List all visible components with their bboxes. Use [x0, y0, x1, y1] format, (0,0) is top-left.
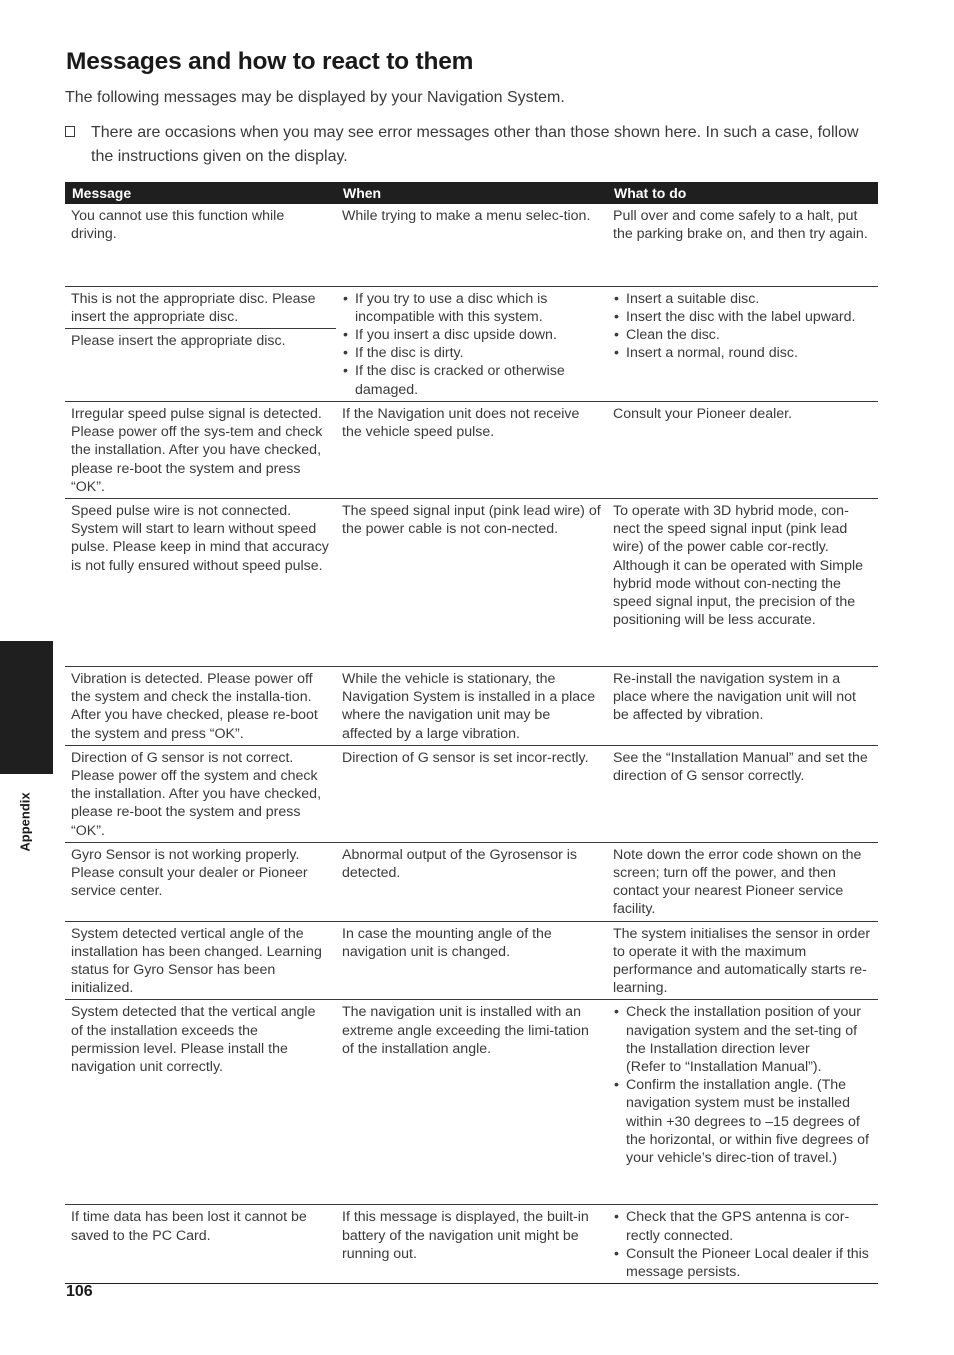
cell-message: Irregular speed pulse signal is detected. Please power off the sys-tem and check the installation. After you have checked, please re-boot the system and press “OK”.: [65, 401, 336, 498]
cell-when: Direction of G sensor is set incor-rectly.: [336, 745, 607, 842]
note: [65, 121, 865, 169]
cell-what-to-do: Consult your Pioneer dealer.: [607, 401, 878, 498]
list-item: • Confirm the installation angle. (The navigation system must be installed within +30 degrees to –15 degrees of the horizontal, or within five degrees of your vehicle’s direc-tion of travel.): [613, 1076, 872, 1167]
cell-what-to-do: [607, 1205, 878, 1284]
cell-message: This is not the appropriate disc. Please insert the appropriate disc.: [65, 286, 336, 328]
page-number: 106: [66, 1283, 93, 1300]
cell-message: System detected vertical angle of the installation has been changed. Learning status for Gyro Sensor has been initialized.: [65, 921, 336, 1000]
table-row: [65, 286, 878, 328]
cell-message: If time data has been lost it cannot be saved to the PC Card.: [65, 1205, 336, 1284]
list-item: • Check that the GPS antenna is cor-rectly connected.: [613, 1208, 872, 1244]
list-item: • If the disc is dirty.: [342, 344, 601, 362]
paragraph: To operate with 3D hybrid mode, con-nect the speed signal input (pink lead wire) of the power cable cor-rectly.: [613, 502, 849, 556]
list-item: • If you insert a disc upside down.: [342, 326, 601, 344]
cell-when: While trying to make a menu selec-tion.: [336, 204, 607, 286]
checkbox-bullet-icon: [65, 126, 75, 137]
when-list: [342, 290, 601, 399]
cell-message: Gyro Sensor is not working properly. Please consult your dealer or Pioneer service center.: [65, 842, 336, 921]
table-row: [65, 745, 878, 842]
cell-what-to-do: Re-install the navigation system in a place where the navigation unit will not be affected by vibration.: [607, 666, 878, 745]
cell-when: Abnormal output of the Gyrosensor is detected.: [336, 842, 607, 921]
cell-when: In case the mounting angle of the navigation unit is changed.: [336, 921, 607, 1000]
cell-what-to-do: The system initialises the sensor in order to operate it with the maximum performance and automatically starts re-learning.: [607, 921, 878, 1000]
page-title: Messages and how to react to them: [66, 48, 474, 75]
table-row: [65, 401, 878, 498]
list-item-reference: (Refer to “Installation Manual”).: [626, 1058, 822, 1075]
paragraph: Although it can be operated with Simple hybrid mode without con-necting the speed signal input, the precision of the positioning will be less accurate.: [613, 557, 864, 629]
list-item: • Consult the Pioneer Local dealer if this message persists.: [613, 1245, 872, 1281]
cell-what-to-do: See the “Installation Manual” and set the direction of G sensor correctly.: [607, 745, 878, 842]
cell-what-to-do: Note down the error code shown on the screen; turn off the power, and then contact your nearest Pioneer service facility.: [607, 842, 878, 921]
table-row: [65, 666, 878, 745]
cell-message: Vibration is detected. Please power off the system and check the installa-tion. After you have checked, please re-boot the system and press “OK”.: [65, 666, 336, 745]
header-message: Message: [65, 182, 336, 204]
cell-what-to-do: [607, 286, 878, 401]
cell-message: System detected that the vertical angle of the installation exceeds the permission level. Please install the navigation unit correctly.: [65, 1000, 336, 1205]
header-when: When: [336, 182, 607, 204]
cell-when: The navigation unit is installed with an extreme angle exceeding the limi-tation of the installation angle.: [336, 1000, 607, 1205]
intro-text: The following messages may be displayed by your Navigation System.: [65, 89, 565, 106]
cell-when: While the vehicle is stationary, the Navigation System is installed in a place where the navigation unit may be affected by a large vibration.: [336, 666, 607, 745]
cell-when: If this message is displayed, the built-in battery of the navigation unit might be running out.: [336, 1205, 607, 1284]
list-item: • If the disc is cracked or otherwise damaged.: [342, 362, 601, 398]
note-text: There are occasions when you may see error messages other than those shown here. In such a case, follow the instructions given on the display.: [91, 124, 859, 165]
todo-list: [613, 1003, 872, 1167]
table-row: [65, 842, 878, 921]
cell-message: Direction of G sensor is not correct. Please power off the system and check the installation. After you have checked, please re-boot the system and press “OK”.: [65, 745, 336, 842]
list-item: • If you try to use a disc which is incompatible with this system.: [342, 290, 601, 326]
cell-when: [336, 286, 607, 401]
list-item: • Insert a normal, round disc.: [613, 344, 872, 362]
cell-message: You cannot use this function while driving.: [65, 204, 336, 286]
table-header-row: [65, 182, 878, 204]
list-item: [613, 1003, 872, 1076]
todo-list: [613, 290, 872, 363]
section-tab: [0, 641, 53, 774]
list-item: • Clean the disc.: [613, 326, 872, 344]
header-what-to-do: What to do: [607, 182, 878, 204]
cell-message: Please insert the appropriate disc.: [65, 328, 336, 401]
list-item: • Insert the disc with the label upward.: [613, 308, 872, 326]
todo-list: [613, 1208, 872, 1281]
table-row: [65, 921, 878, 1000]
section-label: Appendix: [17, 792, 33, 852]
cell-what-to-do: Pull over and come safely to a halt, put the parking brake on, and then try again.: [607, 204, 878, 286]
cell-when: The speed signal input (pink lead wire) of the power cable is not con-nected.: [336, 498, 607, 666]
table-row: [65, 204, 878, 286]
table-row: [65, 1000, 878, 1205]
table-row: [65, 1205, 878, 1284]
cell-what-to-do: [607, 1000, 878, 1205]
messages-table: [65, 182, 878, 1284]
cell-when: If the Navigation unit does not receive the vehicle speed pulse.: [336, 401, 607, 498]
list-item: • Insert a suitable disc.: [613, 290, 872, 308]
cell-what-to-do: [607, 498, 878, 666]
cell-message: Speed pulse wire is not connected. System will start to learn without speed pulse. Please keep in mind that accuracy is not fully ensured without speed pulse.: [65, 498, 336, 666]
list-item-text: • Check the installation position of your navigation system and the set-ting of the Installation direction lever: [626, 1004, 862, 1057]
table-row: [65, 498, 878, 666]
